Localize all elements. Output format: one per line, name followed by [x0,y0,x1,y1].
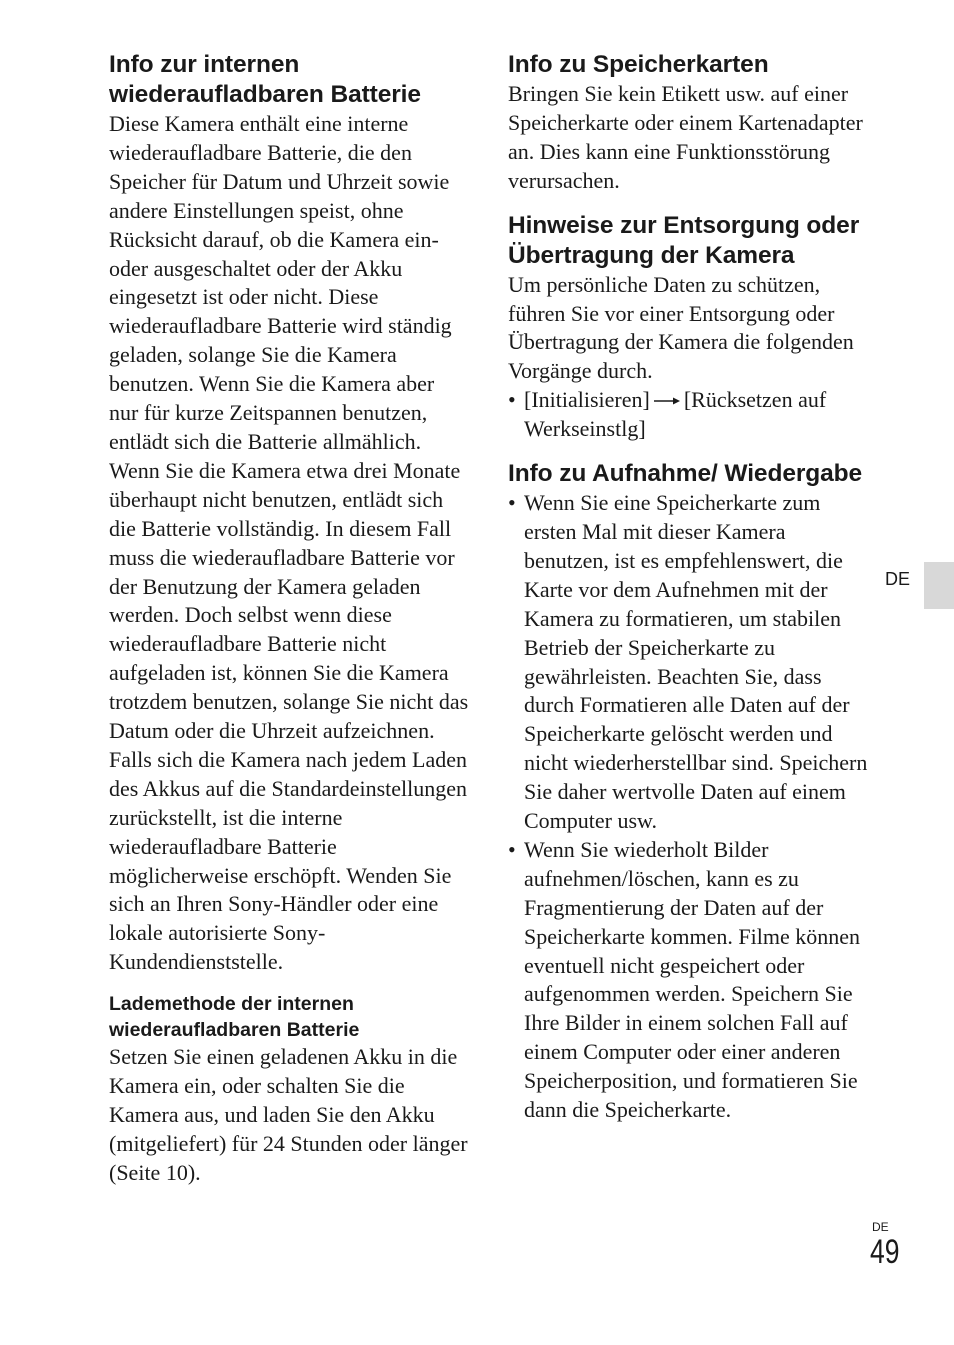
disposal-heading: Hinweise zur Entsorgung oder Übertragung der Kamera [508,211,860,269]
battery-heading: Info zur internen wiederaufladbaren Batterie [109,51,421,108]
cards-text: Bringen Sie kein Etikett usw. auf einer Speicherkarte oder einem Kartenadapter an. Dies kann eine Funktionsstörung verursachen. [508,81,863,193]
language-tab-label: DE [885,569,911,589]
recording-bullet-text: Wenn Sie eine Speicherkarte zum ersten Mal mit dieser Kamera benutzen, ist es empfehlenswert, die Karte vor dem Aufnehmen mit der Kamera zu formatieren, um stabilen Betrieb der Speicherkarte zu gewährleisten. Beachten Sie, dass durch Formatieren alle Daten auf der Speicherkarte gelöscht werden und nicht wiederherstellbar sind. Speichern Sie daher wertvolle Daten auf einem Computer usw. [524,490,868,834]
recording-bullet-text: Wenn Sie wiederholt Bilder aufnehmen/löschen, kann es zu Fragmentierung der Daten auf der Speicherkarte kommen. Filme können eventuell nicht gespeichert oder aufgenommen werden. Speichern Sie Ihre Bilder in einem solchen Fall auf einem Computer oder einer anderen Speicherposition, und formatieren Sie dann die Speicherkarte. [524,836,861,1123]
left-column [109,50,469,1188]
list-item [508,489,868,836]
disposal-list [508,386,868,444]
bullet-icon: • [508,387,516,413]
footer-language-label: DE [872,1220,889,1234]
list-item [508,836,868,1125]
charging-subheading: Lademethode der internen wiederaufladbaren Batterie [109,993,360,1042]
charging-text: Setzen Sie einen geladenen Akku in die Kamera ein, oder schalten Sie die Kamera aus, und laden Sie den Akku (mitgeliefert) für 24 Stunden oder länger (Seite 10). [109,1044,468,1185]
menu-path-reset: [Rücksetzen auf Werkseinstlg] [524,387,827,442]
list-item [508,386,868,444]
menu-path-initialize: [Initialisieren] [524,387,650,413]
arrow-right-icon [654,396,680,406]
bullet-icon: • [508,836,516,862]
page-number: 49 [870,1233,900,1271]
recording-heading: Info zu Aufnahme/ Wiedergabe [508,460,863,488]
bullet-icon: • [508,490,516,516]
right-column [508,50,868,1125]
cards-heading: Info zu Speicherkarten [508,51,769,78]
disposal-text: Um persönliche Daten zu schützen, führen Sie vor einer Entsorgung oder Übertragung der Kamera die folgenden Vorgänge durch. [508,271,854,384]
language-tab [924,562,954,609]
battery-text: Diese Kamera enthält eine interne wiederaufladbare Batterie, die den Speicher für Datum und Uhrzeit sowie andere Einstellungen speist, ohne Rücksicht darauf, ob die Kamera ein- oder ausgeschaltet oder der Akku eingesetzt ist oder nicht. Diese wiederaufladbare Batterie wird ständig geladen, solange Sie die Kamera benutzen. Wenn Sie die Kamera aber nur für kurze Zeitspannen benutzen, entlädt sich die Batterie allmählich. Wenn Sie die Kamera etwa drei Monate überhaupt nicht benutzen, entlädt sich die Batterie vollständig. In diesem Fall muss die wiederaufladbare Batterie vor der Benutzung der Kamera geladen werden. Doch selbst wenn diese wiederaufladbare Batterie nicht aufgeladen ist, können Sie die Kamera trotzdem benutzen, solange Sie nicht das Datum oder die Uhrzeit aufzeichnen. Falls sich die Kamera nach jedem Laden des Akkus auf die Standardeinstellungen zurückstellt, ist die interne wiederaufladbare Batterie möglicherweise erschöpft. Wenden Sie sich an Ihren Sony-Händler oder eine lokale autorisierte Sony-Kundendienststelle. [109,111,469,975]
recording-list [508,489,868,1125]
